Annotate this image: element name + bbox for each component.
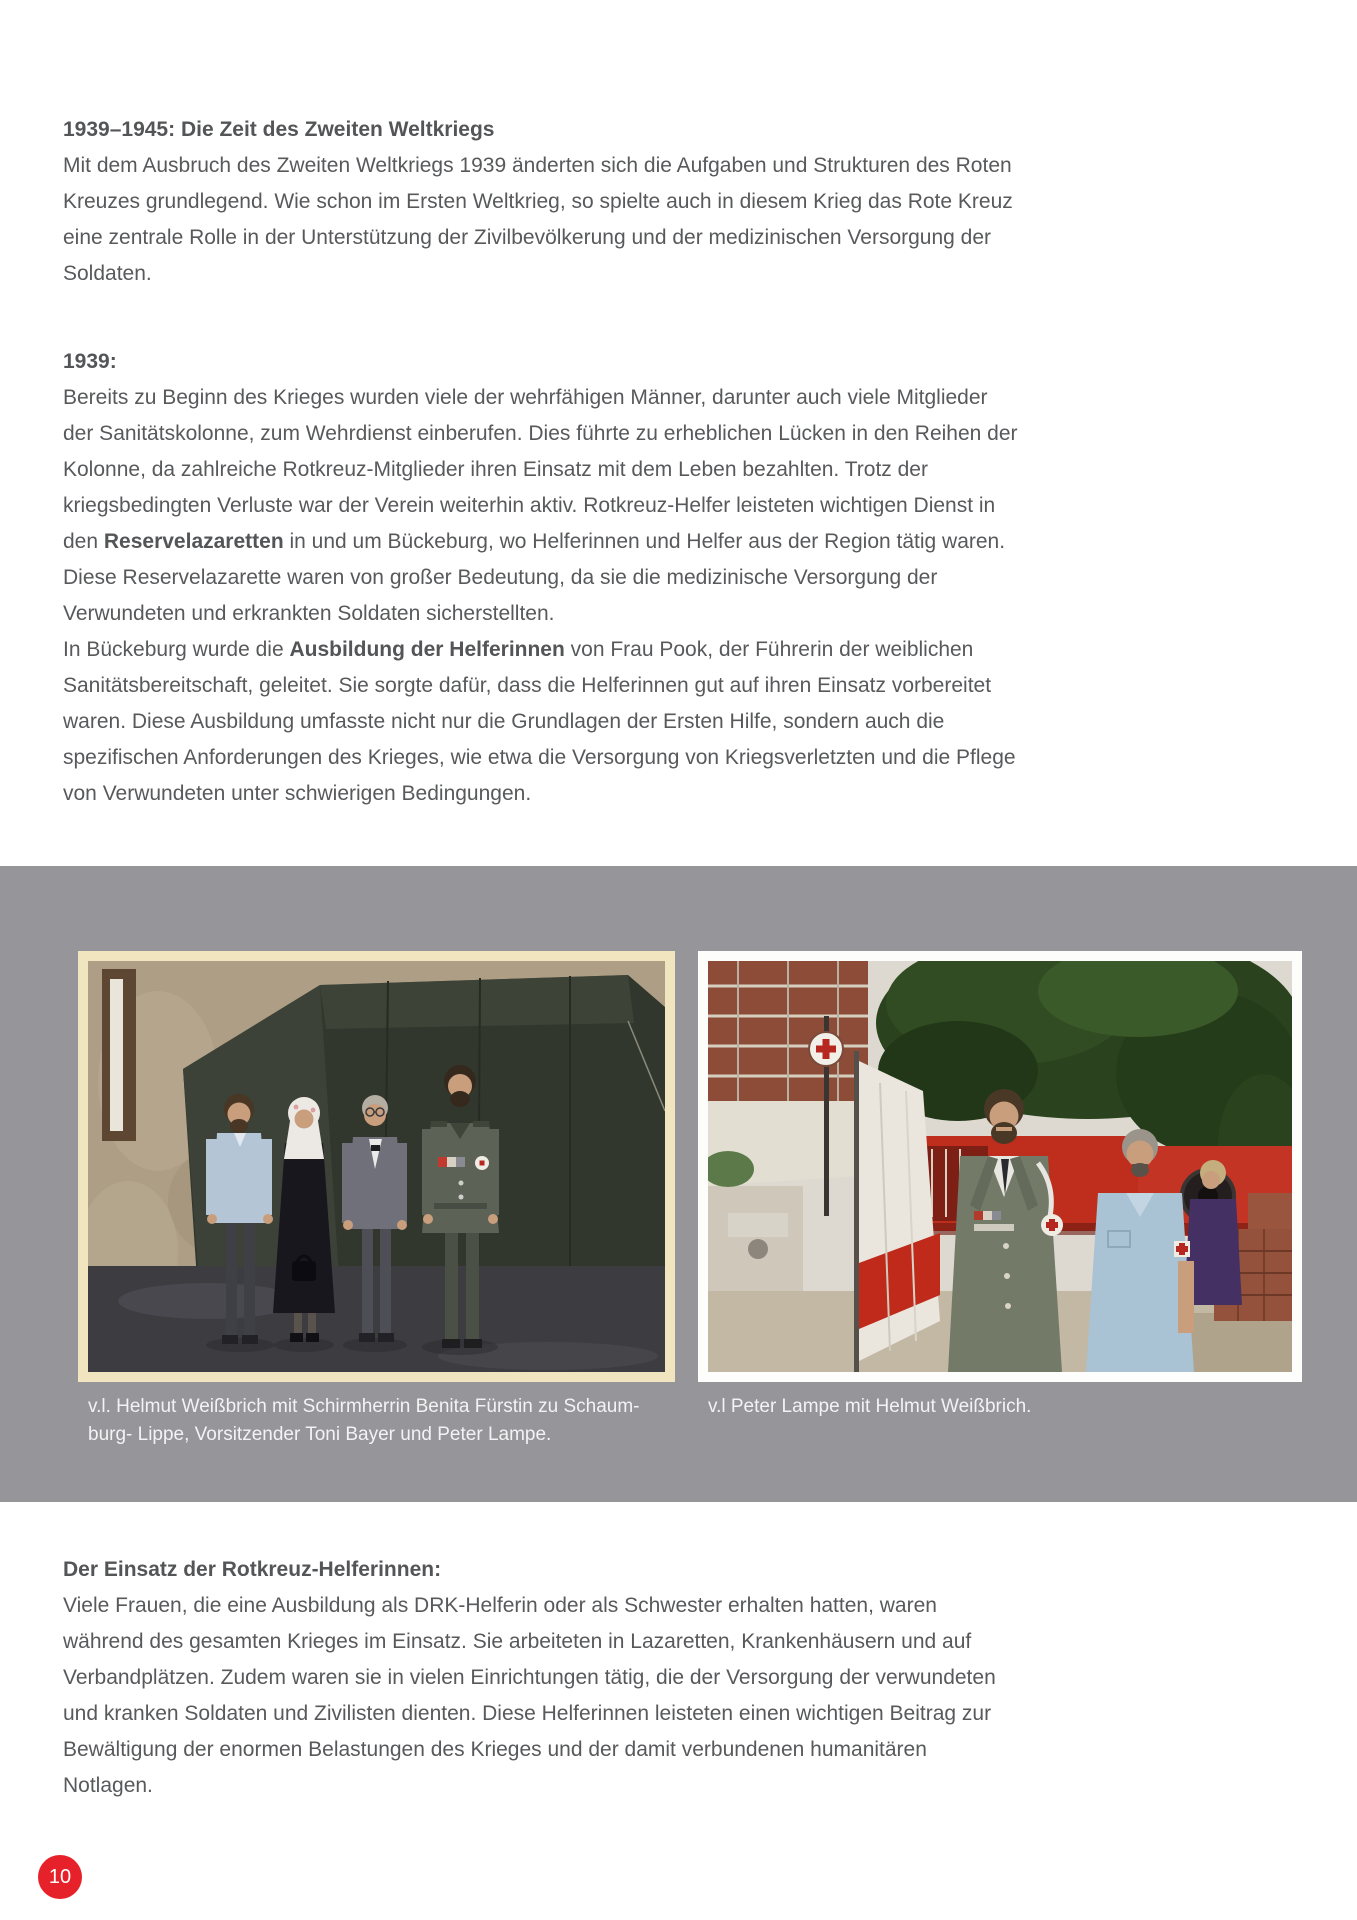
photo1-asphalt bbox=[88, 1266, 665, 1372]
paragraph-bueckeburg-bold-ausbildung: Ausbildung der Helferinnen bbox=[289, 638, 565, 661]
paragraph-1939 bbox=[63, 380, 1021, 632]
photo-2-image bbox=[708, 961, 1292, 1372]
paragraph-1939-text-1: Bereits zu Beginn des Krieges wurden viele der wehrfähigen Männer, darunter auch viele Mitglieder der Sanitätskolonne, zum Wehrdienst einberufen. Dies führte zu erheblichen Lücken in den Reihen der Kolonne, da zahlreiche Rotkreuz-Mitglieder ihren Einsatz mit dem Leben bezahlten. Trotz der kriegsbedingten Verluste war der Verein weiterhin aktiv. Rotkreuz-Helfer leisteten wichtigen Dienst in den bbox=[63, 386, 1018, 553]
article-top-block bbox=[63, 112, 1021, 812]
photo-1-image bbox=[88, 961, 665, 1372]
photo-band bbox=[0, 866, 1357, 1502]
section-heading-einsatz: Der Einsatz der Rotkreuz-Helferinnen: bbox=[63, 1558, 442, 1581]
section-heading-1939: 1939: bbox=[63, 350, 117, 373]
page-number-badge: 10 bbox=[38, 1855, 82, 1899]
paragraph-ww2-intro: Mit dem Ausbruch des Zweiten Weltkriegs 1939 änderten sich die Aufgaben und Strukturen des Roten Kreuzes grundlegend. Wie schon im Ersten Weltkrieg, so spielte auch in diesem Krieg das Rote Kreuz eine zentrale Rolle in der Unterstützung der Zivilbevölkerung und der medizinischen Versorgung der Soldaten. bbox=[63, 154, 1013, 285]
paragraph-1939-bold-reservelazaretten: Reservelazaretten bbox=[103, 530, 284, 553]
photo-1-caption-line-1: v.l. Helmut Weißbrich mit Schirmherrin Benita Fürstin zu Schaum- bbox=[88, 1396, 640, 1417]
photo-2-frame bbox=[698, 951, 1302, 1382]
paragraph-1939-text-2: in und um Bückeburg, wo Helferinnen und Helfer aus der Region tätig waren. Diese Reservelazarette waren von großer Bedeutung, da sie die medizinische Versorgung der Verwundeten und erkrankten Soldaten sicherstellten. bbox=[63, 530, 1006, 625]
paragraph-bueckeburg-text-1: In Bückeburg wurde die bbox=[63, 638, 290, 661]
photo-1-frame bbox=[78, 951, 675, 1382]
photo1-window bbox=[102, 969, 136, 1141]
photo-1-caption-line-2: burg- Lippe, Vorsitzender Toni Bayer und Peter Lampe. bbox=[88, 1424, 552, 1445]
article-bottom-block bbox=[63, 1552, 1021, 1804]
paragraph-bueckeburg-text-2: von Frau Pook, der Führerin der weiblichen Sanitätsbereitschaft, geleitet. Sie sorgte dafür, dass die Helferinnen gut auf ihren Einsatz vorbereitet waren. Diese Ausbildung umfasste nicht nur die Grundlagen der Ersten Hilfe, sondern auch die spezifischen Anforderungen des Krieges, wie etwa die Versorgung von Kriegsverletzten und die Pflege von Verwundeten unter schwierigen Bedingungen. bbox=[63, 638, 1016, 805]
section-heading-ww2: 1939–1945: Die Zeit des Zweiten Weltkriegs bbox=[63, 118, 495, 141]
paragraph-einsatz: Viele Frauen, die eine Ausbildung als DRK-Helferin oder als Schwester erhalten hatten, waren während des gesamten Krieges im Einsatz. Sie arbeiteten in Lazaretten, Krankenhäusern und auf Verbandplätzen. Zudem waren sie in vielen Einrichtungen tätig, die der Versorgung der verwundeten und kranken Soldaten und Zivilisten dienten. Diese Helferinnen leisteten einen wichtigen Beitrag zur Bewältigung der enormen Belastungen des Krieges und der damit verbundenen humanitären Notlagen. bbox=[63, 1594, 996, 1797]
photo-2-caption: v.l Peter Lampe mit Helmut Weißbrich. bbox=[708, 1396, 1032, 1417]
photo-1-caption bbox=[88, 1393, 708, 1449]
paragraph-bueckeburg bbox=[63, 632, 1021, 812]
